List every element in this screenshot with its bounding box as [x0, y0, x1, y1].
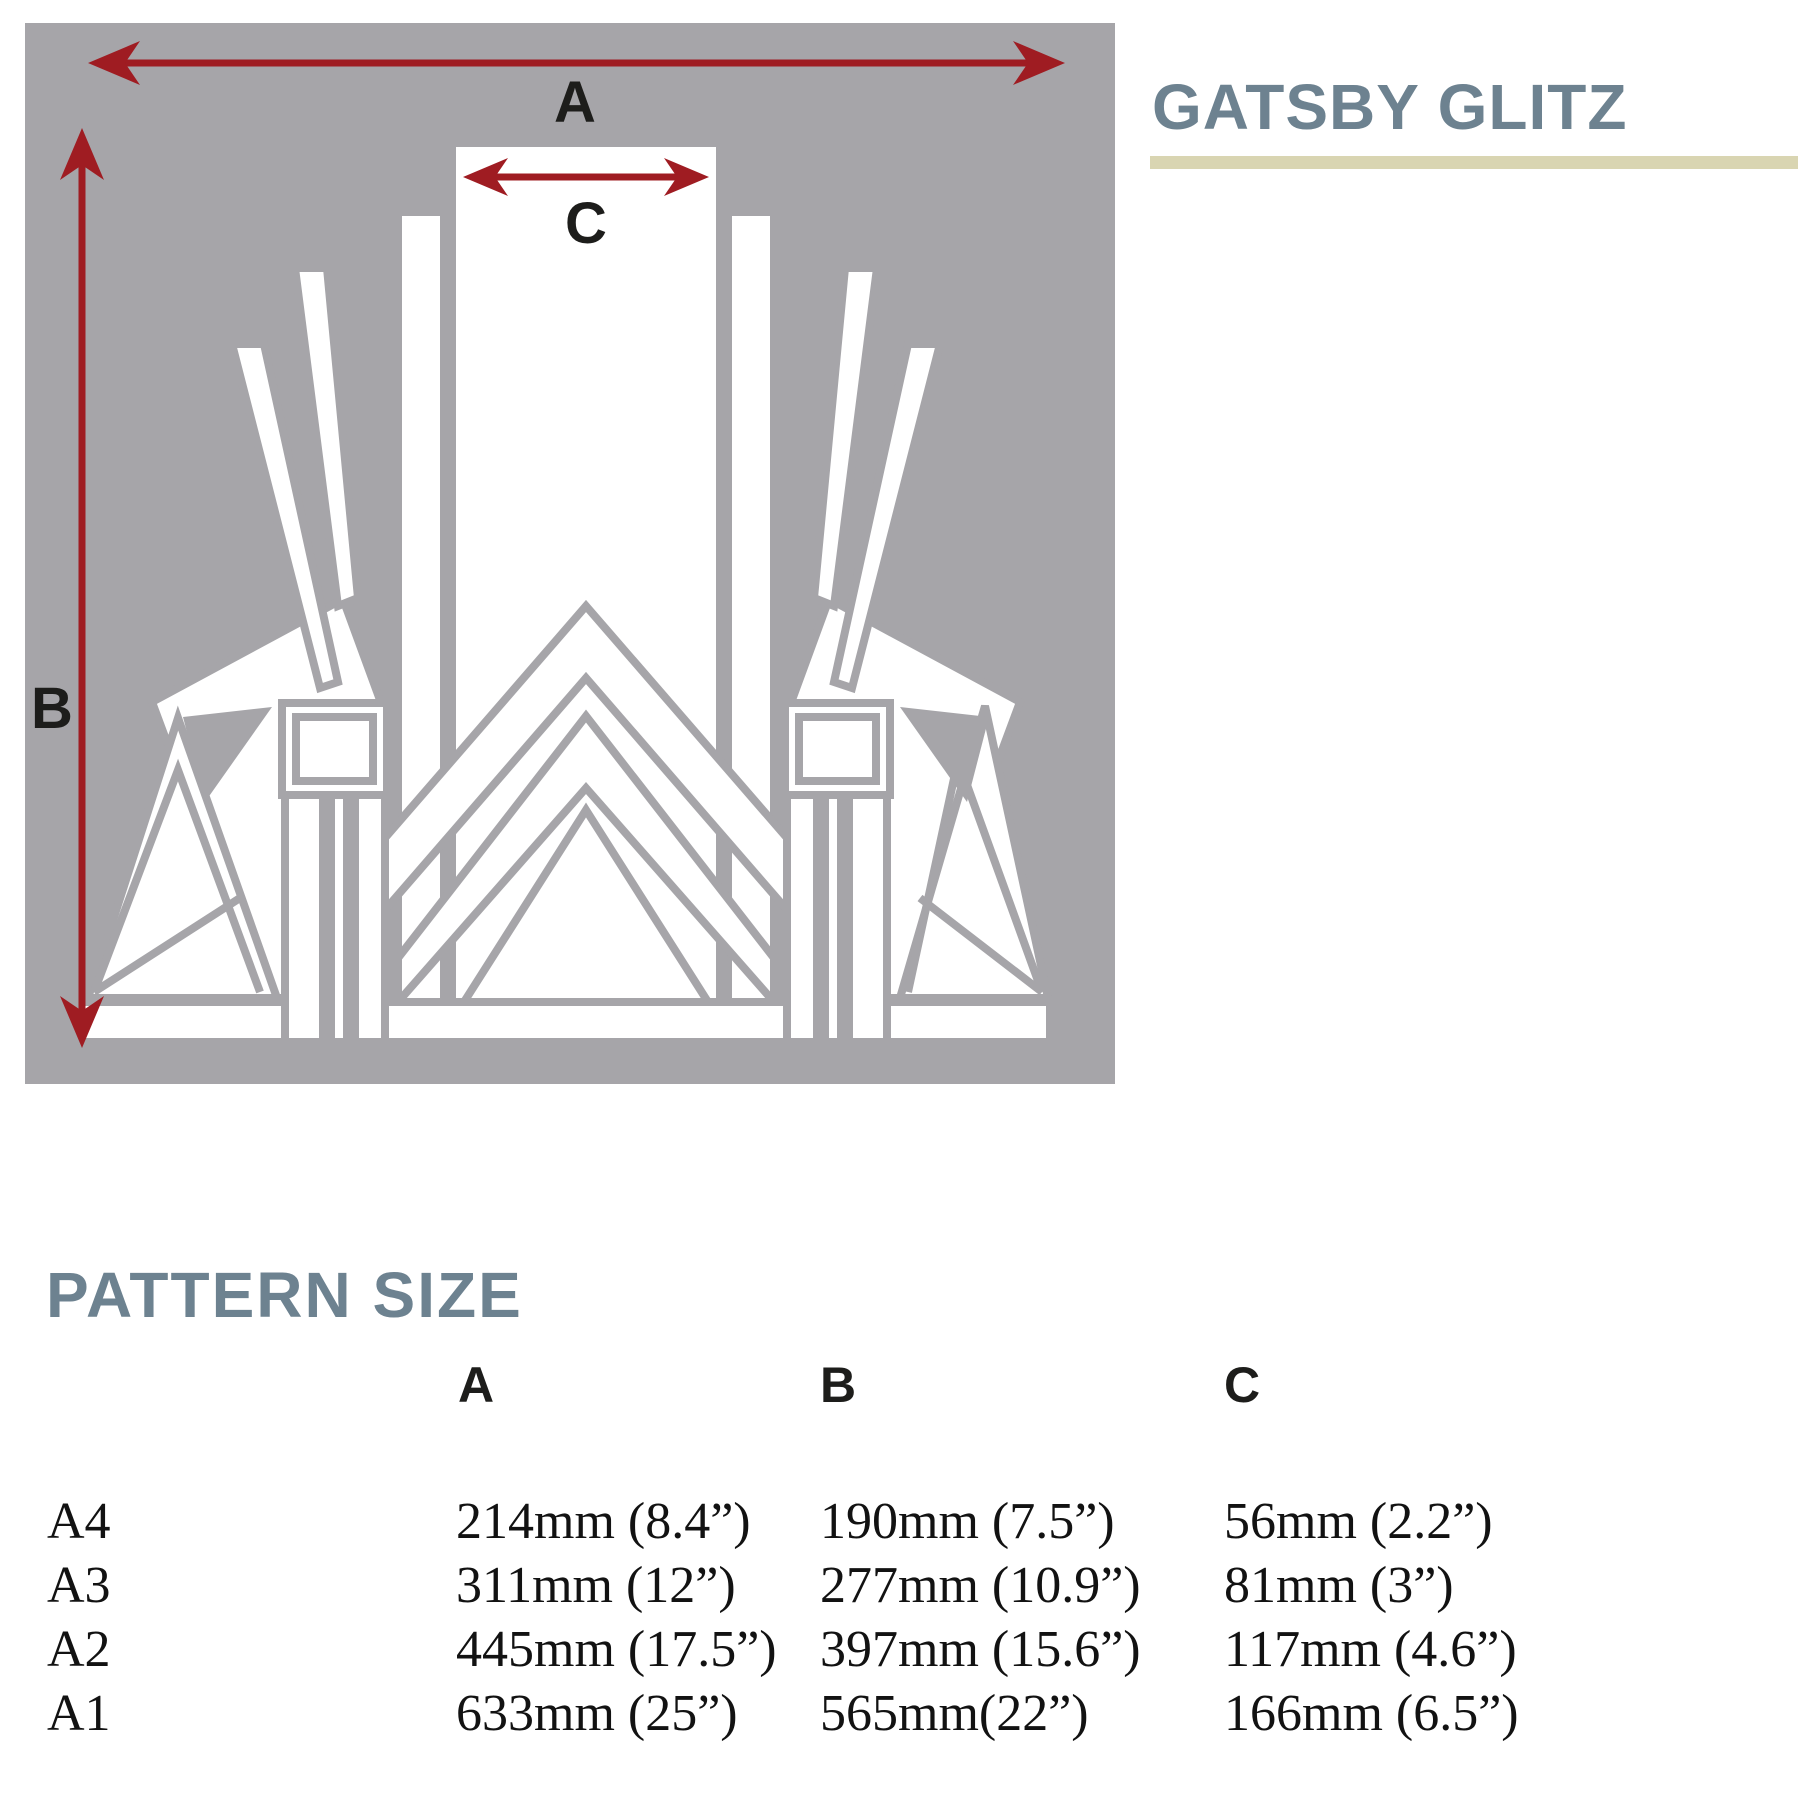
table-row-a1	[0, 1684, 1800, 1748]
row-label: A2	[47, 1621, 111, 1678]
value-b: 277mm (10.9”)	[820, 1557, 1141, 1614]
value-c: 166mm (6.5”)	[1224, 1685, 1519, 1742]
title-divider	[1150, 156, 1798, 169]
table-row-a3	[0, 1556, 1800, 1620]
value-a: 445mm (17.5”)	[456, 1621, 777, 1678]
pattern-size-heading: PATTERN SIZE	[46, 1259, 523, 1331]
table-header-a: A	[458, 1357, 495, 1413]
row-label: A4	[47, 1493, 111, 1550]
table-row-a2	[0, 1620, 1800, 1684]
value-c: 81mm (3”)	[1224, 1557, 1454, 1614]
base-bar	[80, 1002, 1050, 1042]
value-c: 117mm (4.6”)	[1224, 1621, 1517, 1678]
value-a: 311mm (12”)	[456, 1557, 736, 1614]
dimension-label-b: B	[31, 676, 73, 741]
value-b: 565mm(22”)	[820, 1685, 1089, 1742]
value-a: 214mm (8.4”)	[456, 1493, 751, 1550]
value-b: 190mm (7.5”)	[820, 1493, 1115, 1550]
tower-right	[785, 703, 890, 1042]
table-header-b: B	[820, 1357, 857, 1413]
pattern-diagram-board	[25, 23, 1115, 1084]
art-deco-pattern-diagram	[25, 23, 1115, 1084]
dimension-label-c: C	[565, 191, 607, 256]
value-b: 397mm (15.6”)	[820, 1621, 1141, 1678]
value-c: 56mm (2.2”)	[1224, 1493, 1493, 1550]
table-row-a4	[0, 1492, 1800, 1556]
dimension-label-a: A	[554, 70, 596, 135]
value-a: 633mm (25”)	[456, 1685, 738, 1742]
page-title: GATSBY GLITZ	[1152, 71, 1628, 143]
tower-left	[282, 703, 387, 1042]
table-header-c: C	[1224, 1357, 1261, 1413]
row-label: A3	[47, 1557, 111, 1614]
dimension-arrow-b	[60, 128, 104, 1048]
row-label: A1	[47, 1685, 111, 1742]
